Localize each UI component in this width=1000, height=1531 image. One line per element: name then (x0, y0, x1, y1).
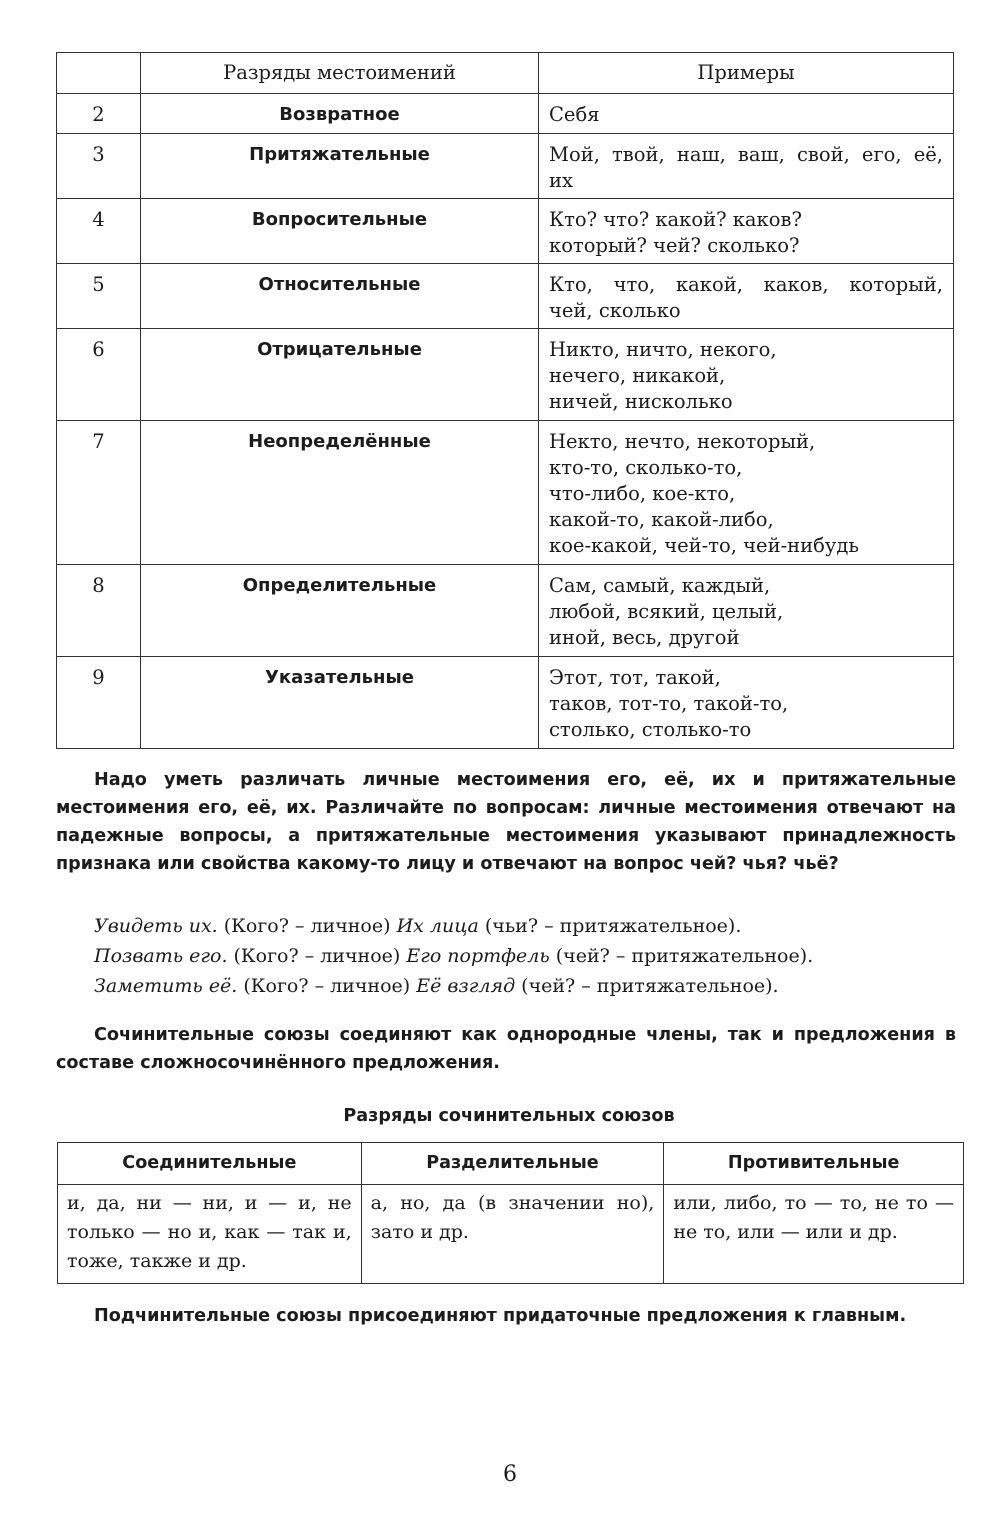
pronoun-categories-table (56, 52, 954, 749)
row-examples (539, 199, 954, 264)
example-line: ничей, нисколько (549, 390, 733, 413)
example-line: столько, столько-то (549, 718, 752, 741)
row-category: Относительные (141, 264, 539, 329)
table-row (57, 657, 954, 749)
table-row (57, 565, 954, 657)
table-row (58, 1185, 964, 1284)
example-note: (чей? – притяжательное). (515, 975, 779, 997)
example-line: Кто? что? какой? каков? (549, 208, 802, 231)
example-line: кое-какой, чей-то, чей-нибудь (549, 534, 859, 557)
page-number: 6 (503, 1462, 517, 1487)
header-category: Разряды местоимений (141, 53, 539, 94)
table-header-row (58, 1143, 964, 1185)
example-line: их (549, 169, 573, 192)
table-header-row (57, 53, 954, 94)
cell-adversative: или, либо, то — то, не то — не то, или — или и др. (664, 1185, 964, 1284)
example-line: Сам, самый, каждый, (549, 574, 771, 597)
row-category: Вопросительные (141, 199, 539, 264)
cell-connective: и, да, ни — ни, и — и, не только — но и, как — так и, тоже, также и др. (58, 1185, 362, 1284)
row-num: 5 (57, 264, 141, 329)
example-phrase: Увидеть их. (94, 915, 218, 937)
row-examples (539, 264, 954, 329)
table-row (57, 264, 954, 329)
table-row (57, 421, 954, 565)
example-line: Кто, что, какой, каков, который, (549, 273, 943, 296)
example-line: что-либо, кое-кто, (549, 482, 736, 505)
row-num: 7 (57, 421, 141, 565)
examples-block (94, 911, 954, 1001)
row-examples (539, 657, 954, 749)
example-line: Мой, твой, наш, ваш, свой, его, её, (549, 143, 943, 166)
header-connective: Соединительные (58, 1143, 362, 1185)
example-line: чей, сколько (549, 299, 681, 322)
row-examples (539, 329, 954, 421)
header-examples: Примеры (539, 53, 954, 94)
row-category: Отрицательные (141, 329, 539, 421)
row-num: 3 (57, 134, 141, 199)
table-row (57, 94, 954, 134)
header-adversative: Противительные (664, 1143, 964, 1185)
table-row (57, 134, 954, 199)
example-line: какой-то, какой-либо, (549, 508, 774, 531)
example-sentence (94, 911, 954, 941)
header-num (57, 53, 141, 94)
paragraph-subordinating-conjunctions: Подчинительные союзы присоединяют придаточные предложения к главным. (94, 1306, 907, 1326)
row-num: 4 (57, 199, 141, 264)
example-sentence (94, 941, 954, 971)
paragraph-coordinating-conjunctions: Сочинительные союзы соединяют как однородные члены, так и предложения в составе сложносочинённого предложения. (56, 1025, 956, 1073)
example-line: Этот, тот, такой, (549, 666, 721, 689)
row-num: 2 (57, 94, 141, 134)
example-note: (чьи? – притяжательное). (478, 915, 742, 937)
header-disjunctive: Разделительные (361, 1143, 664, 1185)
cell-disjunctive: а, но, да (в значении но), зато и др. (361, 1185, 664, 1284)
row-examples (539, 94, 954, 134)
example-line: любой, всякий, целый, (549, 600, 784, 623)
row-num: 8 (57, 565, 141, 657)
example-phrase: Их лица (396, 915, 479, 937)
row-num: 9 (57, 657, 141, 749)
example-line: который? чей? сколько? (549, 234, 800, 257)
example-sentence (94, 971, 954, 1001)
row-category: Притяжательные (141, 134, 539, 199)
paragraph-personal-vs-possessive: Надо уметь различать личные местоимения его, её, их и притяжательные местоимения его, её, их. Различайте по вопросам: личные местоимения отвечают на падежные вопросы, а притяжательные местоимения указывают принадлежность признака или свойства какому-то лицу и отвечают на вопрос чей? чья? чьё? (56, 770, 956, 874)
example-phrase: Его портфель (406, 945, 550, 967)
row-num: 6 (57, 329, 141, 421)
row-category: Неопределённые (141, 421, 539, 565)
example-phrase: Позвать его. (94, 945, 228, 967)
row-category: Возвратное (141, 94, 539, 134)
example-phrase: Её взгляд (416, 975, 516, 997)
row-category: Указательные (141, 657, 539, 749)
row-category: Определительные (141, 565, 539, 657)
example-line: иной, весь, другой (549, 626, 740, 649)
example-note: (Кого? – личное) (217, 915, 397, 937)
example-phrase: Заметить её. (94, 975, 238, 997)
table-row (57, 199, 954, 264)
row-examples (539, 134, 954, 199)
example-note: (чей? – притяжательное). (549, 945, 814, 967)
example-line: нечего, никакой, (549, 364, 726, 387)
example-line: Некто, нечто, некоторый, (549, 430, 816, 453)
example-line: кто-то, сколько-то, (549, 456, 743, 479)
example-note: (Кого? – личное) (227, 945, 407, 967)
example-line: Никто, ничто, некого, (549, 338, 777, 361)
row-examples (539, 565, 954, 657)
table-row (57, 329, 954, 421)
example-line: таков, тот-то, такой-то, (549, 692, 789, 715)
example-note: (Кого? – личное) (237, 975, 417, 997)
conj-table-caption: Разряды сочинительных союзов (343, 1106, 675, 1126)
conjunction-categories-table (57, 1142, 964, 1284)
example-line: Себя (549, 103, 600, 126)
row-examples (539, 421, 954, 565)
